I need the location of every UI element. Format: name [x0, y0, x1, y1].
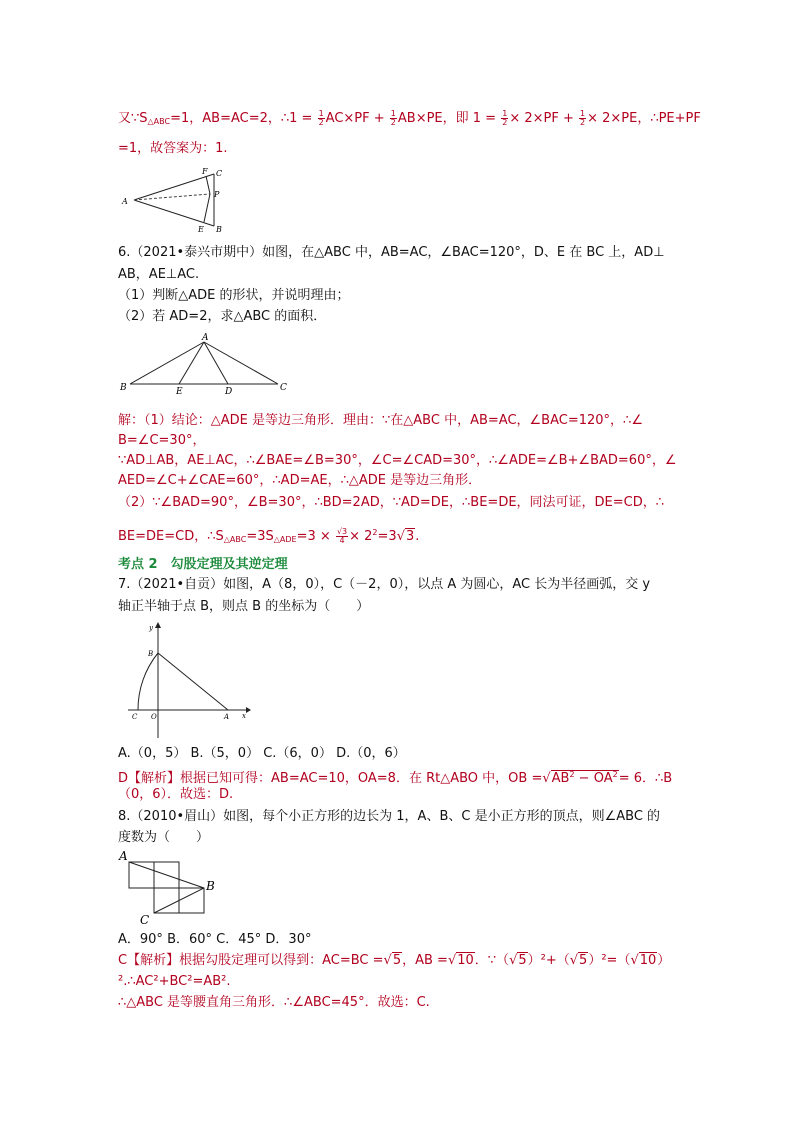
fig6-label-a: A — [202, 333, 209, 343]
q7-line1: 7.（2021•自贡）如图，A（8，0），C（－2，0），以点 A 为圆心，AC 长为半径画弧，交 y — [118, 577, 651, 592]
fig6-label-d: D — [225, 387, 233, 394]
q7-answer-line1: D【解析】根据已知可得：AB=AC=10，OA=8．在 Rt△ABO 中，OB $=√AB^2 - OA^2= 6$．∴B — [118, 770, 673, 786]
q8-options: A．90° B．60° C．45° D．30° — [118, 932, 312, 947]
fig6-label-b: B — [120, 383, 127, 393]
p5-line2: =1，故答案为：1. — [118, 141, 228, 156]
fig8-label-b: B — [206, 879, 215, 893]
fig8-label-c: C — [140, 913, 150, 927]
sol6-line2: B=∠C=30°， — [118, 433, 206, 448]
q6-line2: AB，AE⊥AC. — [118, 267, 200, 282]
p5-line1: 又$\because S_{\triangle ABC}=1$，AB=AC=2，∴1 = $\frac{1}{2}$ AC×PF + $\frac{1}{2}$ AB×PE，即 1 = $\frac{1}{2}$ × 2×PF + $\frac{1}{2}$ × 2×PE，∴PE+PF — [118, 109, 701, 127]
fig7-label-b: B — [148, 650, 154, 658]
fig5-label-f: F — [202, 167, 208, 176]
fig5-label-c: C — [216, 169, 223, 178]
fig6-label-c: C — [280, 383, 287, 393]
q6-line4: （2）若 AD=2，求△ABC 的面积． — [118, 309, 327, 324]
fig6-label-e: E — [176, 387, 183, 394]
sol6-line6: BE=DE=CD，$\therefore S_{\triangle ABC}=3S_{\triangle ADE}=3$ × $\frac{√3}{4}$ × $2^2=3√3$. — [118, 527, 420, 545]
fig5-label-a: A — [122, 197, 128, 206]
q7-line2: 轴正半轴于点 B，则点 B 的坐标为（ ） — [118, 599, 370, 614]
sol6-line4: AED=∠C+∠CAE=60°，∴AD=AE，∴△ADE 是等边三角形． — [118, 473, 482, 488]
fig7-label-o: O — [151, 713, 157, 721]
fig5-label-b: B — [216, 225, 222, 234]
fig7-label-y: y — [149, 624, 153, 632]
figure-7 — [118, 620, 253, 742]
q8-answer-line2: ².∴AC²+BC²=AB². — [118, 974, 231, 989]
fig8-label-a: A — [119, 849, 128, 863]
fig5-label-p: P — [214, 190, 220, 199]
q8-line2: 度数为（ ） — [118, 830, 210, 845]
q7-options: A.（0，5） B.（5，0） C.（6，0） D.（0，6） — [118, 746, 406, 761]
q8-line1: 8.（2010•眉山）如图，每个小正方形的边长为 1，A、B、C 是小正方形的顶点，则∠ABC 的 — [118, 809, 661, 824]
section-heading: 考点 2 勾股定理及其逆定理 — [118, 557, 288, 572]
q7-answer-line2: （0，6）．故选：D. — [118, 787, 234, 802]
figure-8 — [118, 848, 228, 928]
fig7-label-a: A — [224, 713, 230, 721]
sol6-line5: （2）∵∠BAD=90°，∠B=30°，∴BD=2AD，∵AD=DE，∴BE=DE，同法可证，DE=CD，∴ — [118, 495, 665, 510]
sol6-line1: 解：（1）结论：△ADE 是等边三角形．理由：∵在△ABC 中，AB=AC，∠BAC=120°，∴∠ — [118, 413, 643, 428]
fig7-label-c: C — [132, 713, 138, 721]
q6-line3: （1）判断△ADE 的形状，并说明理由； — [118, 288, 350, 303]
q8-answer-line3: ∴△ABC 是等腰直角三角形．∴∠ABC=45°．故选：C. — [118, 995, 430, 1010]
figure-5 — [118, 164, 228, 236]
fig7-label-x: x — [242, 712, 246, 720]
q6-line1: 6.（2021•泰兴市期中）如图，在△ABC 中，AB=AC，∠BAC=120°，D、E 在 BC 上，AD⊥ — [118, 245, 665, 260]
fig5-label-e: E — [198, 225, 204, 234]
sol6-line3: ∵AD⊥AB，AE⊥AC，∴∠BAE=∠B=30°，∠C=∠CAD=30°，∴∠ADE=∠B+∠BAD=60°，∠ — [118, 453, 677, 468]
figure-6 — [118, 330, 293, 394]
q8-answer-line1: C【解析】根据勾股定理可以得到：AC=BC =√5，AB =√10．∵（√5）²+（√5）²=（√10） — [118, 953, 671, 968]
